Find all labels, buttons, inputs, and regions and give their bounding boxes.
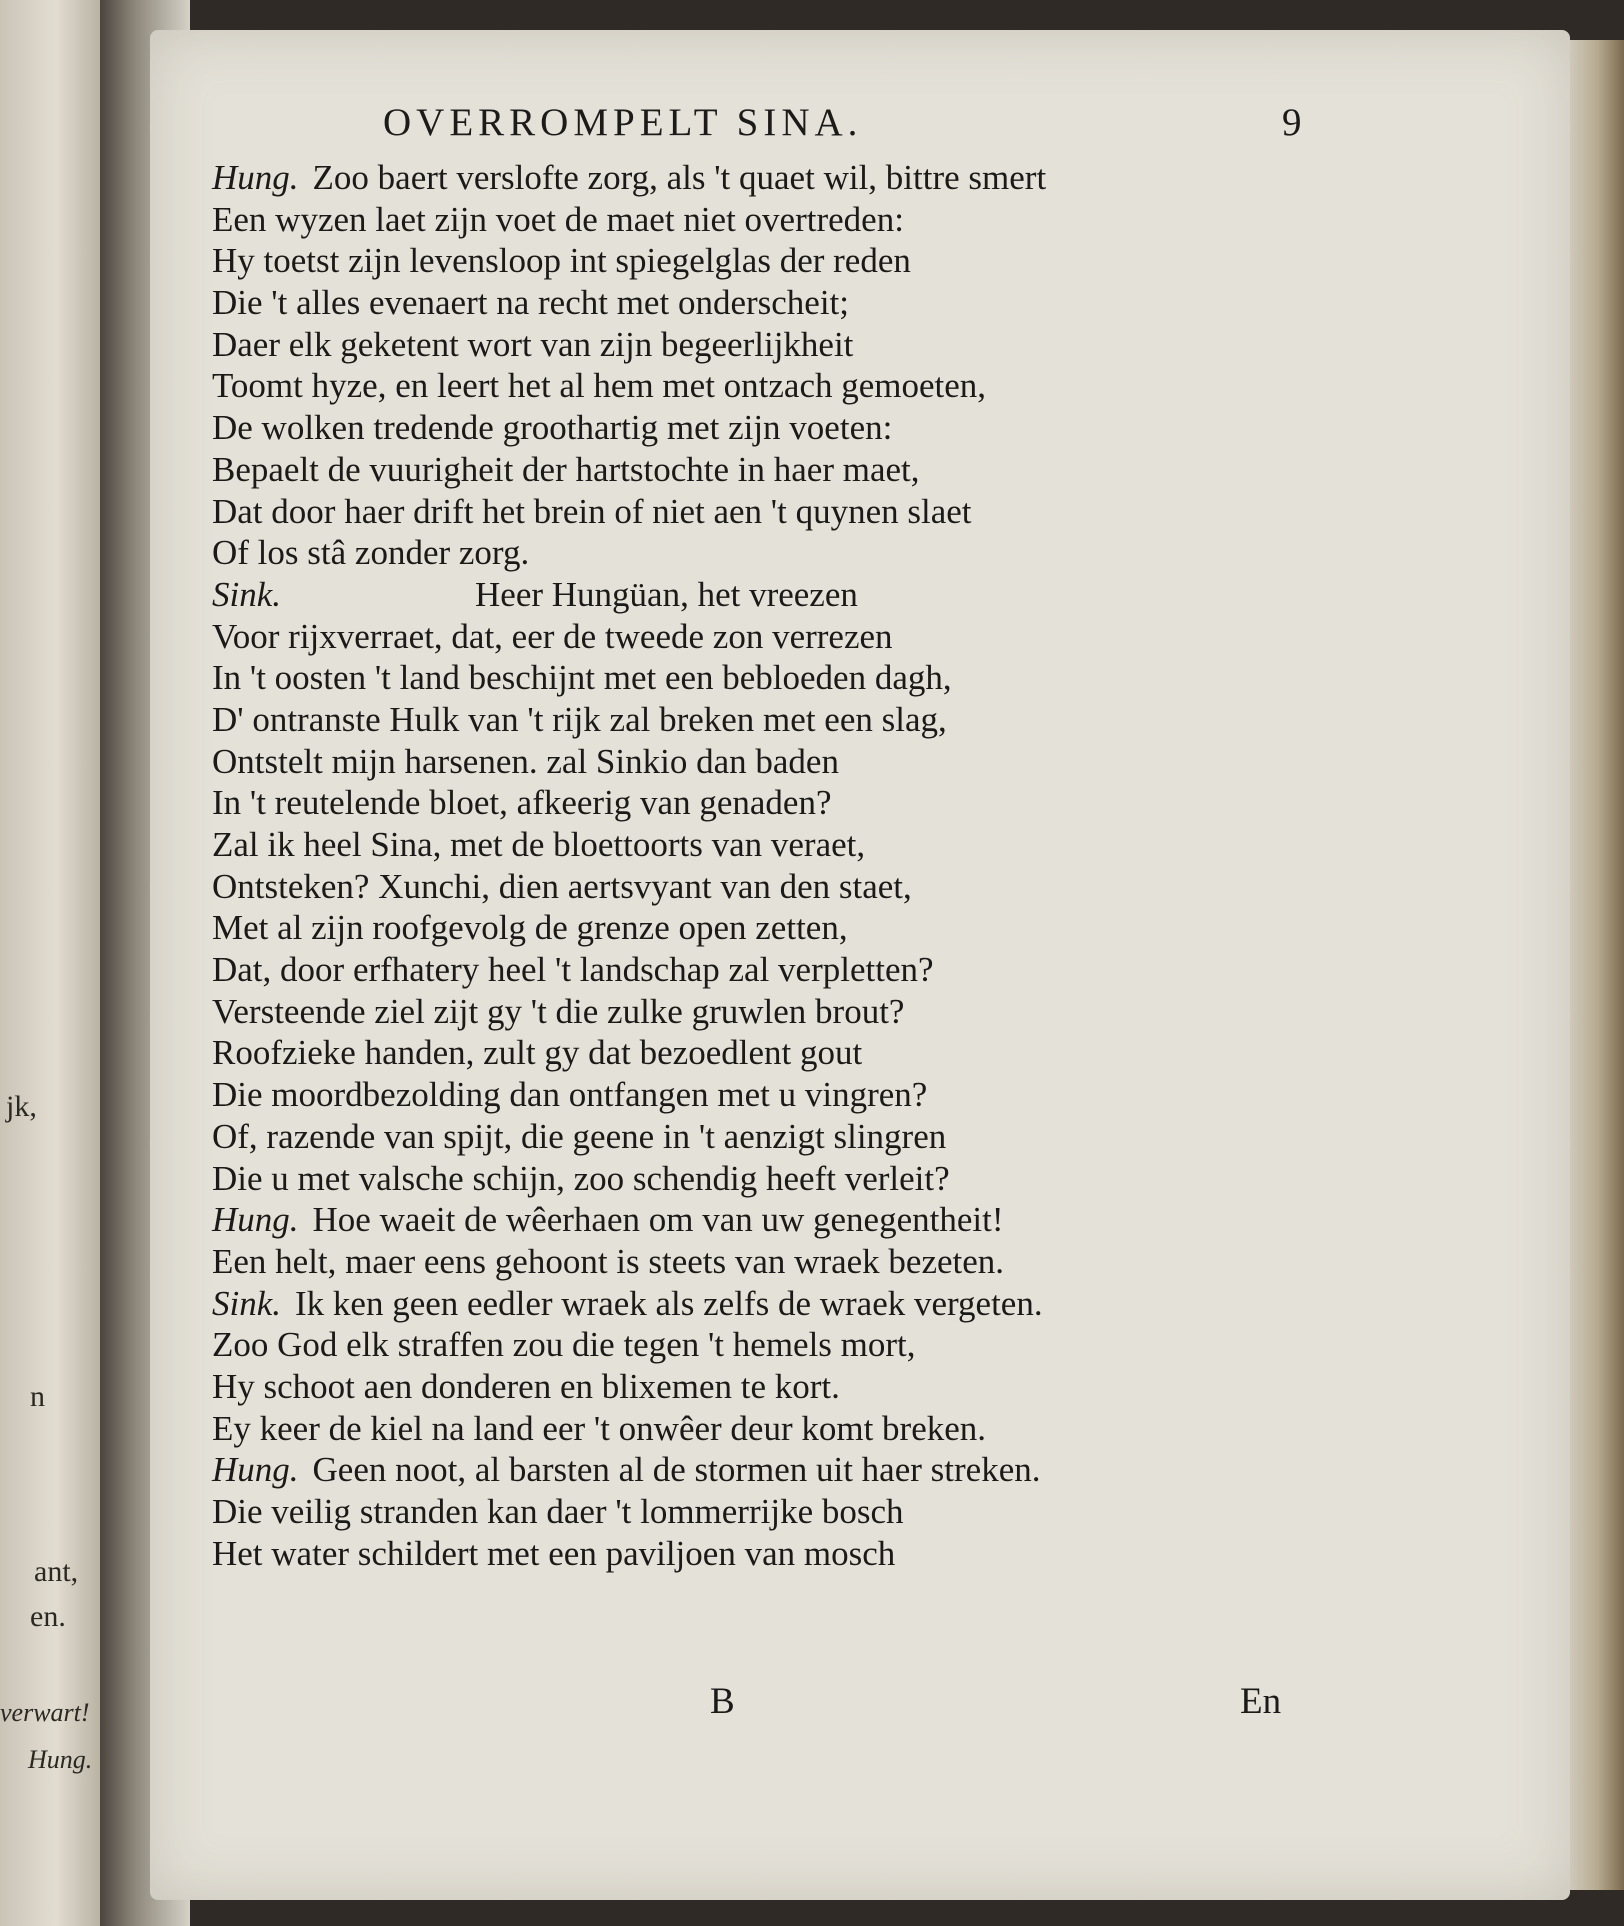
verse-line bbox=[212, 1491, 1332, 1533]
verse-line-text: Die 't alles evenaert na recht met onderscheit; bbox=[212, 283, 849, 323]
verse-line bbox=[212, 1324, 1332, 1366]
verse-line bbox=[212, 991, 1332, 1033]
verse-line-text: Versteende ziel zijt gy 't die zulke gruwlen brout? bbox=[212, 991, 905, 1031]
verse-line-text: De wolken tredende groothartig met zijn voeten: bbox=[212, 408, 893, 448]
verse-line bbox=[212, 157, 1332, 199]
verse-line-text: Ontsteken? Xunchi, dien aertsvyant van den staet, bbox=[212, 866, 912, 906]
page-number: 9 bbox=[1282, 101, 1302, 144]
verse-line-text: Daer elk geketent wort van zijn begeerlijkheit bbox=[212, 324, 854, 364]
verse-line-text: Zoo baert verslofte zorg, als 't quaet wil, bittre smert bbox=[312, 158, 1047, 197]
left-page-fragment: en. bbox=[30, 1600, 66, 1633]
verse-line-text: Ik ken geen eedler wraek als zelfs de wraek vergeten. bbox=[295, 1283, 1043, 1323]
verse-line bbox=[212, 1032, 1332, 1074]
verse-line-text: Roofzieke handen, zult gy dat bezoedlent gout bbox=[212, 1033, 863, 1073]
verse-line-text: Zal ik heel Sina, met de bloettoorts van veraet, bbox=[212, 825, 866, 864]
speaker-label: Hung. bbox=[212, 1200, 299, 1240]
verse-line bbox=[212, 1158, 1332, 1200]
verse-line-text: Bepaelt de vuurigheit der hartstochte in haer maet, bbox=[212, 449, 920, 489]
verse-line bbox=[212, 866, 1332, 908]
verse-line bbox=[212, 907, 1332, 949]
left-page-fragment: verwart! bbox=[0, 1698, 90, 1727]
running-title: OVERROMPELT SINA. bbox=[383, 101, 863, 144]
verse-line-text: Heer Hungüan, het vreezen bbox=[475, 574, 858, 614]
verse-line bbox=[212, 407, 1332, 449]
verse-line bbox=[212, 282, 1332, 324]
verse-line bbox=[212, 240, 1332, 282]
verse-line-text: Die moordbezolding dan ontfangen met u vingren? bbox=[212, 1075, 928, 1115]
verse-line-text: Hy schoot aen donderen en blixemen te kort. bbox=[212, 1366, 840, 1406]
left-page-edge bbox=[0, 0, 100, 1926]
speaker-label: Sink. bbox=[212, 574, 282, 614]
verse-line-text: Een helt, maer eens gehoont is steets van wraek bezeten. bbox=[212, 1241, 1005, 1281]
verse-line bbox=[212, 741, 1332, 783]
left-page-fragment: n bbox=[30, 1380, 45, 1413]
verse-line-text: Hoe waeit de wêerhaen om van uw genegentheit! bbox=[312, 1200, 1004, 1240]
speaker-label: Sink. bbox=[212, 1283, 282, 1323]
verse-line bbox=[212, 1074, 1332, 1116]
verse-line-text: In 't reutelende bloet, afkeerig van genaden? bbox=[212, 783, 832, 823]
verse-line-text: Zoo God elk straffen zou die tegen 't hemels mort, bbox=[212, 1325, 916, 1365]
verse-line-text: Dat door haer drift het brein of niet aen 't quynen slaet bbox=[212, 491, 972, 531]
verse-line bbox=[212, 449, 1332, 491]
verse-line bbox=[212, 365, 1332, 407]
verse-line-text: Ontstelt mijn harsenen. zal Sinkio dan baden bbox=[212, 741, 839, 781]
catchword: En bbox=[1240, 1681, 1282, 1722]
verse-line-text: Die veilig stranden kan daer 't lommerrijke bosch bbox=[212, 1492, 904, 1531]
verse-line-text: D' ontranste Hulk van 't rijk zal breken met een slag, bbox=[212, 699, 947, 739]
left-page-fragment: Hung. bbox=[28, 1745, 93, 1774]
signature-mark: B bbox=[710, 1681, 735, 1722]
speaker-label: Hung. bbox=[212, 158, 299, 197]
verse-text bbox=[212, 157, 1332, 1574]
verse-line bbox=[212, 1199, 1332, 1241]
speaker-label: Hung. bbox=[212, 1450, 299, 1490]
verse-line-text: In 't oosten 't land beschijnt met een bebloeden dagh, bbox=[212, 658, 952, 698]
verse-line-text: Geen noot, al barsten al de stormen uit haer streken. bbox=[312, 1450, 1041, 1490]
verse-line bbox=[212, 1408, 1332, 1450]
verse-line bbox=[212, 616, 1332, 658]
verse-line bbox=[212, 1241, 1332, 1283]
verse-line bbox=[212, 199, 1332, 241]
verse-line-text: Of los stâ zonder zorg. bbox=[212, 533, 530, 573]
verse-line-text: Dat, door erfhatery heel 't landschap zal verpletten? bbox=[212, 950, 934, 990]
verse-line-text: Of, razende van spijt, die geene in 't aenzigt slingren bbox=[212, 1116, 947, 1156]
page-edge bbox=[1570, 40, 1624, 1890]
verse-line bbox=[212, 532, 1332, 574]
verse-line bbox=[212, 491, 1332, 533]
verse-line-text: Hy toetst zijn levensloop int spiegelglas der reden bbox=[212, 241, 911, 281]
verse-line bbox=[212, 324, 1332, 366]
verse-line-text: Toomt hyze, en leert het al hem met ontzach gemoeten, bbox=[212, 366, 987, 406]
verse-line bbox=[212, 1533, 1332, 1575]
verse-line bbox=[212, 1449, 1332, 1491]
verse-line bbox=[212, 574, 1332, 616]
verse-line bbox=[212, 1116, 1332, 1158]
verse-line-text: Met al zijn roofgevolg de grenze open zetten, bbox=[212, 908, 848, 948]
verse-line bbox=[212, 1283, 1332, 1325]
verse-line bbox=[212, 782, 1332, 824]
verse-line-text: Voor rijxverraet, dat, eer de tweede zon verrezen bbox=[212, 616, 893, 656]
verse-line-text: Die u met valsche schijn, zoo schendig heeft verleit? bbox=[212, 1158, 950, 1198]
verse-line-text: Een wyzen laet zijn voet de maet niet overtreden: bbox=[212, 199, 904, 239]
left-page-fragment: jk, bbox=[6, 1090, 37, 1123]
verse-line bbox=[212, 824, 1332, 866]
verse-line bbox=[212, 657, 1332, 699]
verse-line-text: Ey keer de kiel na land eer 't onwêer deur komt breken. bbox=[212, 1408, 987, 1448]
verse-line-text: Het water schildert met een paviljoen van mosch bbox=[212, 1533, 896, 1573]
verse-line bbox=[212, 949, 1332, 991]
verse-line bbox=[212, 1366, 1332, 1408]
verse-line bbox=[212, 699, 1332, 741]
left-page-fragment: ant, bbox=[34, 1555, 79, 1588]
